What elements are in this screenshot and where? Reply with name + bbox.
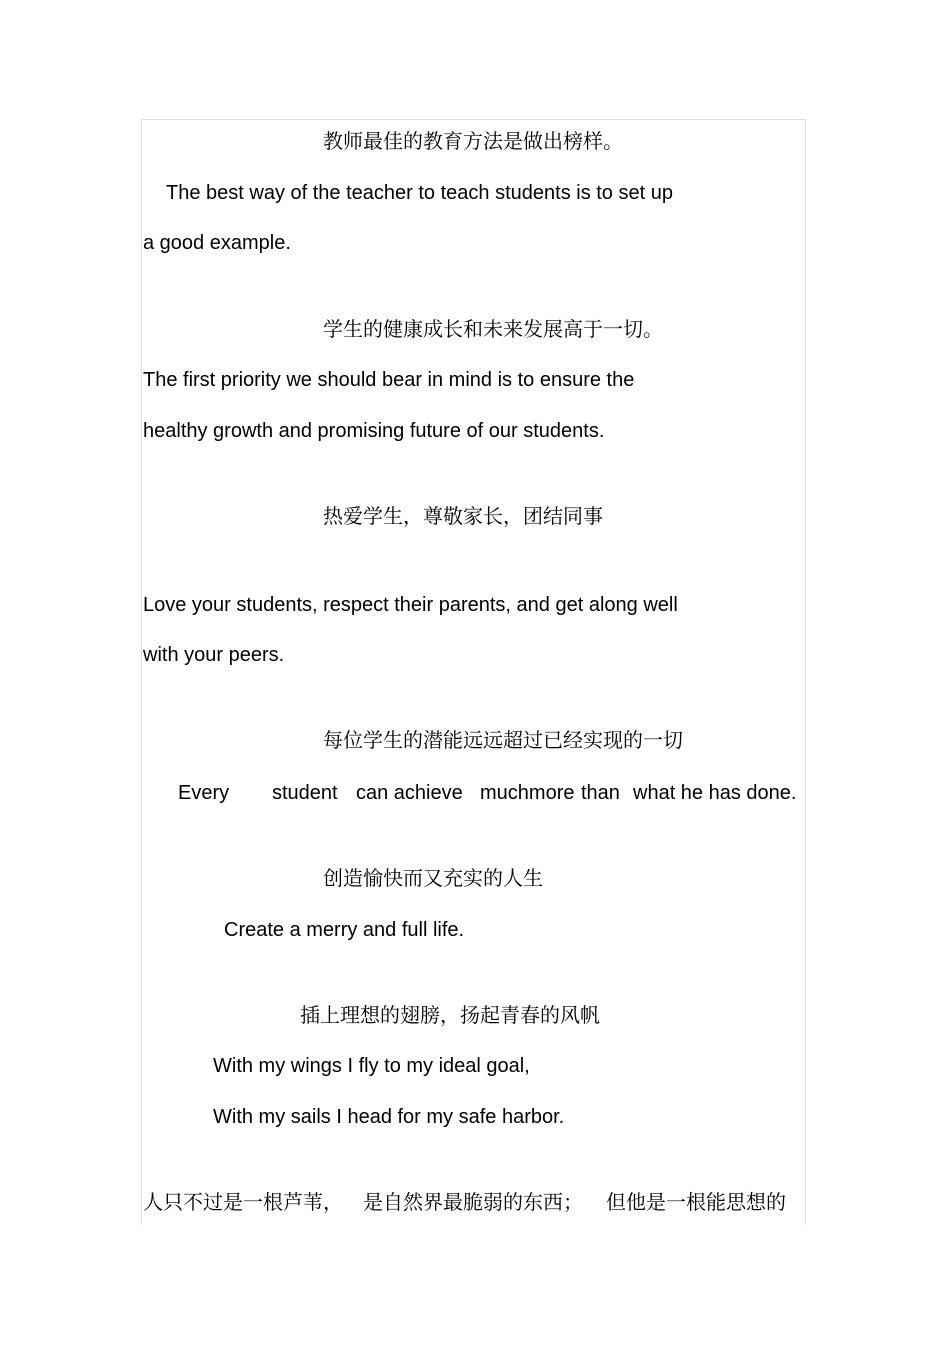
chinese-quote: 创造愉快而又充实的人生	[323, 866, 543, 890]
english-translation-line: with your peers.	[143, 644, 285, 666]
english-word: can achieve	[356, 782, 463, 804]
english-word: student	[272, 782, 338, 804]
chinese-quote: 插上理想的翅膀，扬起青春的风帆	[300, 1003, 600, 1027]
english-translation-line: Create a merry and full life.	[224, 919, 465, 941]
chinese-quote: 教师最佳的教育方法是做出榜样。	[323, 129, 623, 153]
english-translation-line: The best way of the teacher to teach students is to set up	[166, 182, 673, 204]
english-translation-line: With my wings I fly to my ideal goal,	[213, 1055, 530, 1077]
english-word: than	[581, 782, 620, 804]
chinese-quote: 热爱学生，尊敬家长，团结同事	[323, 504, 603, 528]
english-translation-line: The first priority we should bear in mind is to ensure the	[143, 369, 635, 391]
chinese-quote-part: 但他是一根能思想的	[606, 1190, 786, 1214]
english-translation-line: healthy growth and promising future of our students.	[143, 420, 605, 442]
english-word: what he has done.	[633, 782, 797, 804]
english-word: muchmore	[480, 782, 575, 804]
english-translation-line: With my sails I head for my safe harbor.	[213, 1106, 565, 1128]
chinese-quote: 学生的健康成长和未来发展高于一切。	[323, 317, 663, 341]
chinese-quote: 每位学生的潜能远远超过已经实现的一切	[323, 728, 683, 752]
chinese-quote-part: 是自然界最脆弱的东西；	[363, 1190, 583, 1214]
english-translation-line: Love your students, respect their parents, and get along well	[143, 594, 678, 616]
english-translation-line: a good example.	[143, 232, 291, 254]
english-word: Every	[178, 782, 230, 804]
chinese-quote-part: 人只不过是一根芦苇，	[143, 1190, 343, 1214]
